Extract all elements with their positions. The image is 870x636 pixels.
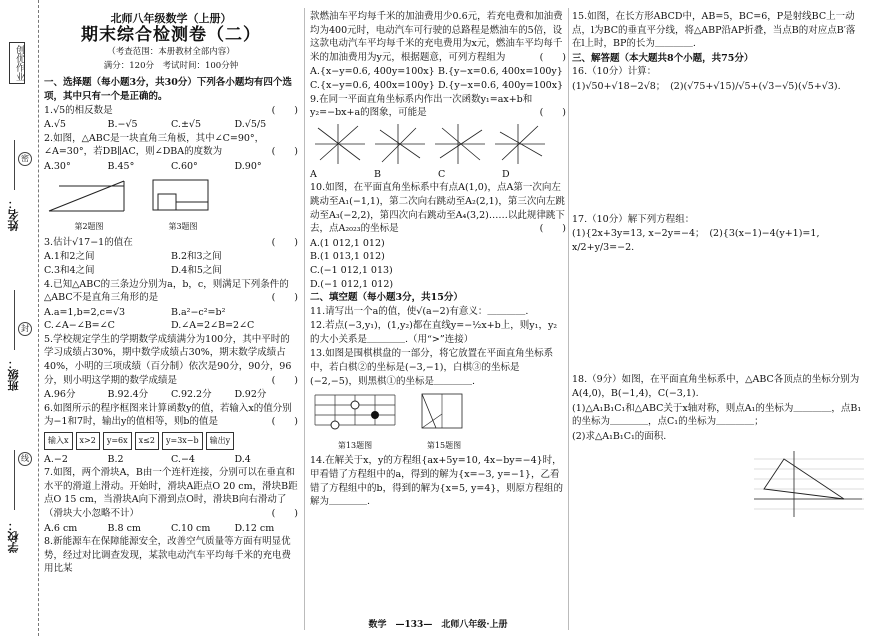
answer-space <box>572 95 864 213</box>
question-14: 14.在解关于x，y的方程组{ax+5y=10, 4x−by=−4}时，甲看错了方程组中的a，得到的解为{x=−3, y=−1}，乙看错了方程组中的b，得到的解为{x=5, y=4}，则原方程组的解为＿＿＿＿. <box>310 455 563 508</box>
figure-18 <box>572 449 864 519</box>
question-9: 9.在同一平面直角坐标系内作出一次函数y₁=ax+b和y₂=−bx+a的图象，可能是 ( ) <box>310 93 566 119</box>
question-3: 3.估计√17−1的值在 ( ) <box>44 236 298 248</box>
question-7: 7.如图，两个滑块A，B由一个连杆连接，分别可以在垂直和水平的滑道上滑动。开始时，滑块A距点O 20 cm，滑块B距点O 15 cm，当滑块A向下滑到点O时，滑块B向右滑动了（滑块大小忽略不计） ( ) <box>44 467 298 519</box>
question-9-graphs <box>310 122 566 166</box>
figure-13 <box>310 390 400 452</box>
figure-2 <box>44 176 134 234</box>
flow-expr-1: y=6x <box>103 432 132 450</box>
device-figure <box>148 176 218 216</box>
question-18-part-1: (1)△A₁B₁C₁和△ABC关于x轴对称，则点A₁的坐标为＿＿＿＿，点B₁的坐标为＿＿＿＿，点C₁的坐标为＿＿＿＿； <box>572 402 862 428</box>
triangle-figure <box>44 176 134 216</box>
exam-title: 期末综合检测卷（二） <box>81 24 261 45</box>
section-2-heading: 二、填空题（每小题3分，共15分） <box>310 292 463 304</box>
column-divider <box>304 8 305 630</box>
question-8-options: A.{x−y=0.6, 400y=100x} B.{y−x=0.6, 400x=100y} C.{x−y=0.6, 400x=100y} D.{y−x=0.6, 400y=100x} <box>310 66 564 91</box>
question-10-options: A.(1 012,1 012) B.(1 013,1 012) C.(−1 012,1 013) D.(−1 012,1 012) <box>310 237 394 290</box>
question-8-start: 8.新能源车在保障能源安全，改善空气质量等方面有明显优势，经过对比调查发现，某款电动汽车平均每千米的充电费用比某 <box>44 536 292 575</box>
name-label: 姓名： <box>7 198 20 231</box>
column-1 <box>44 10 298 577</box>
cut-mark: 封 <box>18 322 32 336</box>
question-5-options: A.96分 B.92.4分 C.92.2分 D.92分 <box>44 389 267 401</box>
flow-cond-1: x>2 <box>76 432 100 450</box>
column-divider <box>568 8 569 630</box>
flow-output: 输出y <box>206 432 235 450</box>
question-6-options: A.−2 B.2 C.−4 D.4 <box>44 453 251 465</box>
coordinate-grid-figure <box>754 449 864 519</box>
question-10: 10.如图，在平面直角坐标系中有点A(1,0)，点A第一次向左跳动至A₁(−1,1)，第二次向右跳动至A₂(2,1)，第三次向左跳动至A₃(−2,2)，第四次向右跳动至A₄(3,2)……以此规律跳下去，点A₂₀₂₃的坐标是 ( ) <box>310 182 566 235</box>
flow-input: 输入x <box>44 432 73 450</box>
figures-13-15 <box>310 390 566 452</box>
question-17: 17.（10分）解下列方程组： <box>572 213 695 225</box>
cut-mark: 密 <box>18 152 32 166</box>
school-label: 学校： <box>7 520 20 553</box>
flow-expr-2: y=3x−b <box>162 432 203 450</box>
class-label: 班级： <box>7 358 20 391</box>
figure-2-caption: 第2题图 <box>74 222 104 232</box>
figure-15 <box>414 390 474 452</box>
page-footer: 数学 —133— 北师八年级·上册 <box>368 620 508 630</box>
figure-3-caption: 第3题图 <box>168 222 198 232</box>
exam-scope: （考查范围：本册教材全部内容） <box>107 47 235 58</box>
column-2 <box>310 10 566 510</box>
class-line <box>14 290 15 350</box>
name-line <box>14 140 15 190</box>
question-4-options: A.a=1,b=2,c=√3 B.a²−c²=b² C.∠A−∠B=∠C D.∠A=2∠B=2∠C <box>44 306 255 332</box>
section-3-heading: 三、解答题（本大题共8个小题，共75分） <box>572 52 754 64</box>
book-title: 北师八年级数学（上册） <box>110 12 232 25</box>
question-8-rest: 款燃油车平均每千米的加油费用少0.6元，若充电费和加油费均为400元时，电动汽车可行驶的总路程是燃油车的5倍，设这款电动汽车平均每千米的充电费用为x元，燃油车平均每千米的加油费用为y元，根据题意，可列方程组为 ( ) <box>310 11 566 63</box>
answer-space <box>572 255 864 373</box>
column-3 <box>572 10 864 519</box>
figures-2-3 <box>44 176 298 234</box>
question-7-options: A.6 cm B.8 cm C.10 cm D.12 cm <box>44 522 275 534</box>
rectangle-fold-figure <box>414 390 474 434</box>
question-9-options: A B C D <box>310 168 510 180</box>
question-13: 13.如图是围棋棋盘的一部分，将它放置在平面直角坐标系中，若白棋②的坐标是(−3,−1)，白棋③的坐标是(−2,−5)，则黑棋①的坐标是＿＿＿＿. <box>310 348 554 387</box>
question-12: 12.若点(−3,y₁)，(1,y₂)都在直线y=−½x+b上，则y₁，y₂的大小关系是＿＿＿＿.（用“>”连接） <box>310 320 558 345</box>
flow-cond-2: x≤2 <box>135 432 159 450</box>
school-line <box>14 450 15 510</box>
figure-13-caption: 第13题图 <box>337 440 373 450</box>
binding-margin <box>0 0 39 636</box>
cut-mark: 线 <box>18 452 32 466</box>
question-16-parts: (1)√50+√18−2√8； (2)(√75+√15)/√5+(√3−√5)(√5+√3). <box>572 80 841 92</box>
linear-function-graphs <box>310 122 550 166</box>
question-6: 6.如图所示的程序框图来计算函数y的值，若输入x的值分别为−1和7时，输出y的值相等，则b的值是 ( ) <box>44 402 298 428</box>
section-1-heading: 一、选择题（每小题3分，共30分）下列各小题均有四个选项，其中只有一个是正确的。 <box>44 77 292 102</box>
question-2-options: A.30° B.45° C.60° D.90° <box>44 160 262 172</box>
question-5: 5.学校规定学生的学期数学成绩满分为100分，其中平时的学习成绩占30%，期中数学成绩占30%，期末数学成绩占40%，小明的三项成绩（百分制）依次是90分，90分，96分，则小明这学期的数学成绩是 ( ) <box>44 333 298 386</box>
question-15: 15.如图，在长方形ABCD中，AB=5，BC=6，P是射线BC上一动点，l为BC的垂直平分线，将△ABP沿AP折叠，当点B的对应点B′落在l上时，BP的长为＿＿＿＿. <box>572 11 856 50</box>
question-16: 16.（10分）计算： <box>572 66 657 78</box>
exam-meta: 满分：120分 考试时间：100分钟 <box>103 60 239 71</box>
figure-3 <box>148 176 218 234</box>
question-2: 2.如图，△ABC是一块直角三角板，其中∠C=90°，∠A=30°，若DB∥AC，则∠DBA的度数为 ( ) <box>44 132 298 158</box>
question-11: 11.请写出一个a的值，使√(a−2)有意义：＿＿＿＿. <box>310 305 529 317</box>
question-1: 1.√5的相反数是 ( ) <box>44 104 298 116</box>
question-3-options: A.1和2之间 B.2和3之间 C.3和4之间 D.4和5之间 <box>44 251 222 276</box>
flowchart <box>44 432 298 450</box>
question-17-parts: (1){2x+3y=13, x−2y=−4； (2){3(x−1)−4(y+1)=1, x/2+y/3=−2. <box>572 228 820 253</box>
question-1-options: A.√5 B.−√5 C.±√5 D.√5/5 <box>44 119 267 131</box>
margin-badge: 创优作业 <box>9 42 25 84</box>
figure-15-caption: 第15题图 <box>426 440 462 450</box>
question-18: 18.（9分）如图，在平面直角坐标系中，△ABC各顶点的坐标分别为A(4,0)，B(−1,4)，C(−3,1). <box>572 374 860 399</box>
go-board-figure <box>310 390 400 434</box>
question-4: 4.已知△ABC的三条边分别为a，b，c，则满足下列条件的△ABC不是直角三角形的是 ( ) <box>44 278 298 304</box>
question-18-part-2: (2)求△A₁B₁C₁的面积. <box>572 430 667 442</box>
